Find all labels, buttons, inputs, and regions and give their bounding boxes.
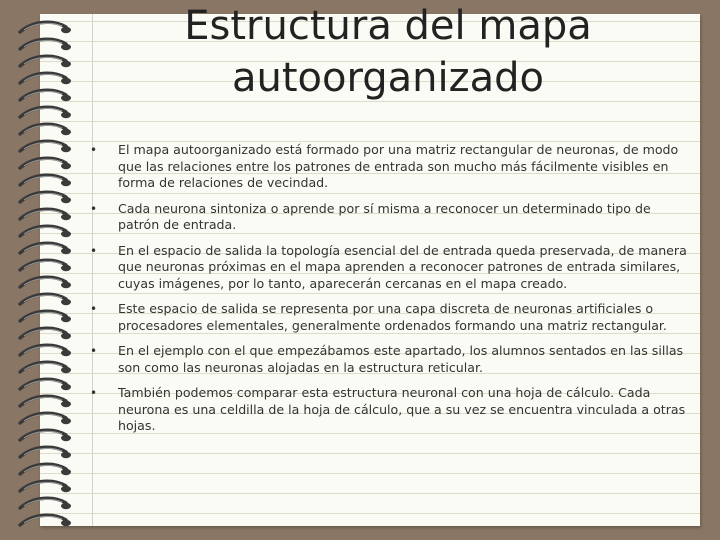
binding-ring [20,243,71,254]
bullet-text: En el espacio de salida la topología esencial del de entrada queda preservada, de manera que neuronas próximas en el mapa aprenden a reconocer patrones de entrada similares, cuyas imágenes, por lo tanto, aparecerán cercanas en el mapa creado. [118,242,687,291]
bullet-dot: • [90,201,98,216]
binding-ring [20,345,71,356]
binding-ring [20,192,71,203]
bullet-list [86,142,690,435]
binding-ring [20,328,71,339]
bullet-item [86,243,690,293]
bullet-item [86,301,690,334]
binding-ring [20,379,71,390]
binding-ring [20,107,71,118]
bullet-text: También podemos comparar esta estructura neuronal con una hoja de cálculo. Cada neurona es una celdilla de la hoja de cálculo, que a su vez se encuentra vinculada a otras hojas. [118,385,686,433]
binding-ring [20,56,71,67]
bullet-text: Cada neurona sintoniza o aprende por sí misma a reconocer un determinado tipo de patrón de entrada. [118,200,651,232]
binding-ring [20,498,71,509]
bullet-text: El mapa autoorganizado está formado por una matriz rectangular de neuronas, de modo que las relaciones entre los patrones de entrada son mucho más fácilmente visibles en forma de relaciones de vecindad. [118,142,679,190]
binding-ring [20,209,71,220]
binding-ring [20,481,71,492]
bullet-dot: • [90,243,98,258]
slide-title: Estructura del mapa autoorganizado [184,3,592,101]
binding-ring [20,294,71,305]
bullet-text: Este espacio de salida se representa por una capa discreta de neuronas artificiales o procesadores elementales, generalmente ordenados formando una matriz rectangular. [118,301,667,333]
binding-ring [20,362,71,373]
binding-ring [20,226,71,237]
binding-ring [20,175,71,186]
bullet-dot: • [90,302,98,316]
bullet-dot: • [90,344,98,358]
binding-ring [20,464,71,475]
bullet-item [86,343,690,376]
bullet-dot: • [90,386,98,400]
binding-ring [20,22,71,33]
bullet-item [86,142,690,192]
binding-ring [20,413,71,424]
binding-ring [20,430,71,441]
binding-ring [20,158,71,169]
binding-ring [20,39,71,50]
binding-ring [20,90,71,101]
binding-ring [20,124,71,135]
binding-ring [20,73,71,84]
spiral-binding [0,0,90,540]
bullet-item [86,201,690,234]
bullet-text: En el ejemplo con el que empezábamos este apartado, los alumnos sentados en las sillas son como las neuronas alojadas en la estructura reticular. [118,343,684,375]
binding-ring [20,515,71,526]
binding-ring [20,311,71,322]
bullet-item [86,385,690,435]
bullet-dot: • [90,143,98,157]
binding-ring [20,141,71,152]
binding-ring [20,260,71,271]
binding-ring [20,277,71,288]
binding-ring [20,447,71,458]
binding-ring [20,396,71,407]
